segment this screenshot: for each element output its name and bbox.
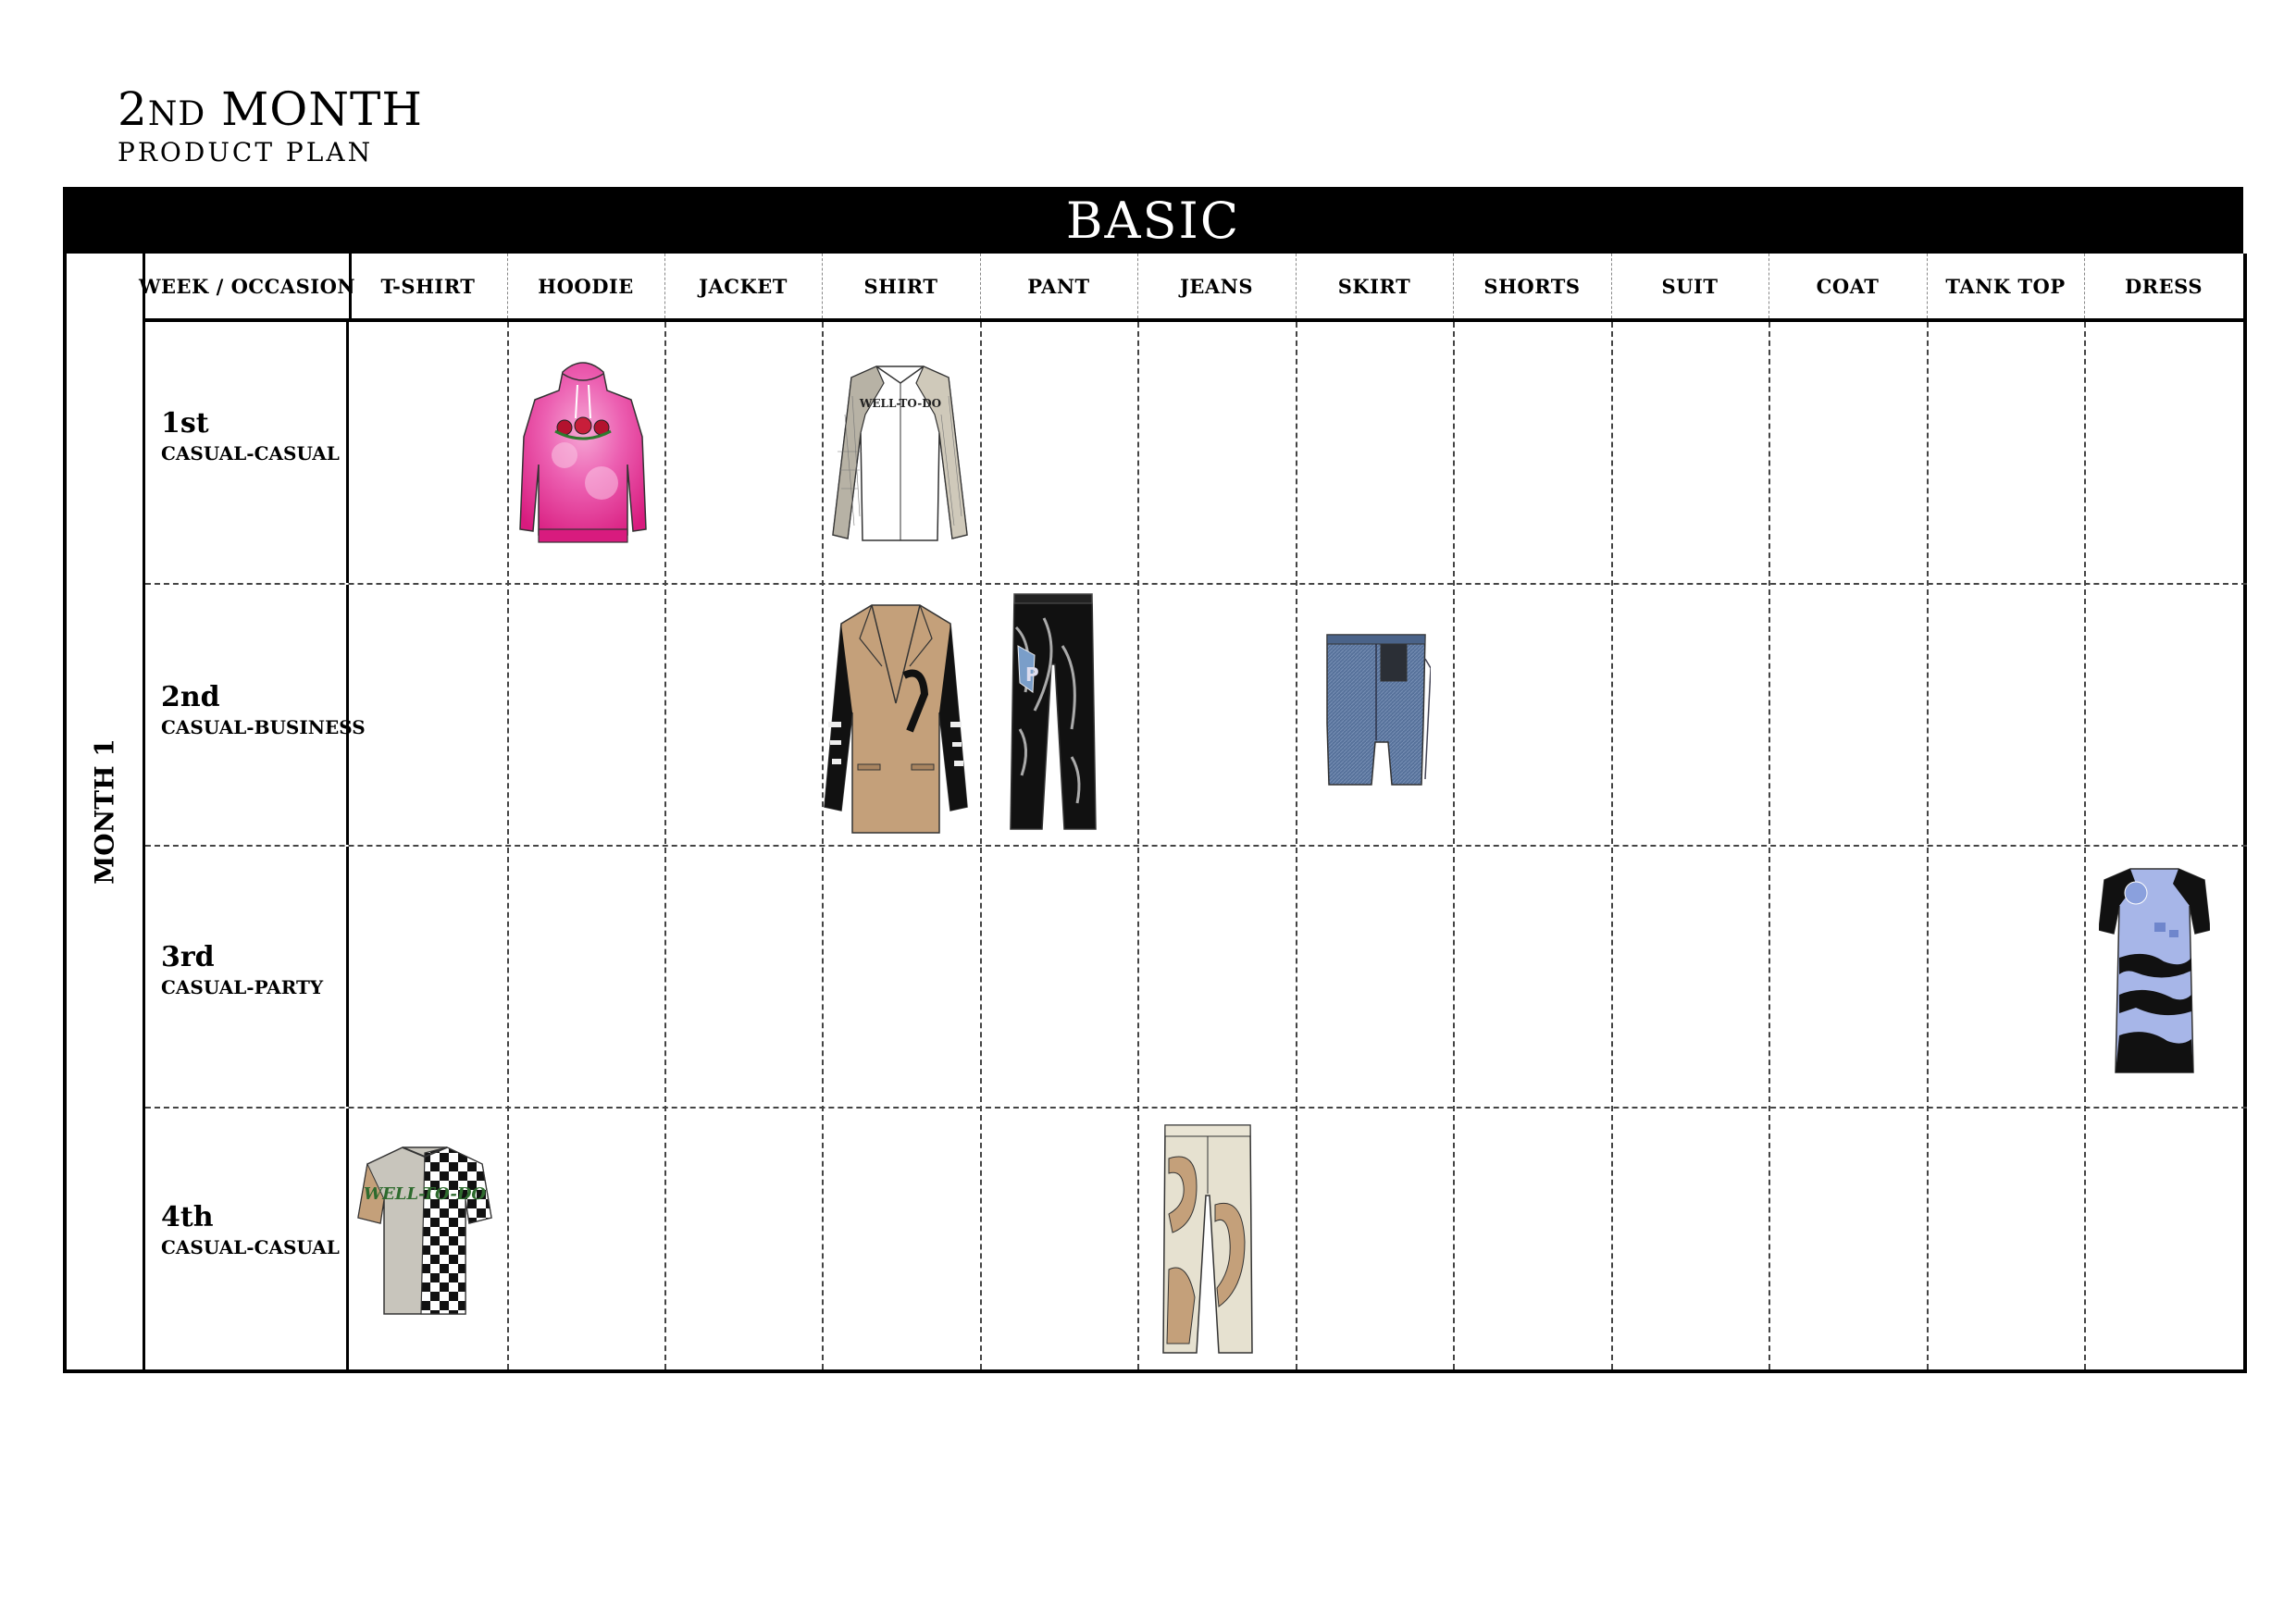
- header-tshirt: T-SHIRT: [380, 274, 476, 298]
- week-occasion: CASUAL-CASUAL: [161, 442, 340, 465]
- week-row: [145, 585, 2243, 845]
- week-cell: [145, 847, 349, 1107]
- title-ordinal: 2: [118, 82, 148, 136]
- week-number: 2nd: [161, 681, 220, 713]
- week-row: [145, 322, 2243, 583]
- black-pattern-pant-icon: [1007, 590, 1099, 835]
- denim-skirt-icon: [1322, 631, 1431, 790]
- tshirt-print-text: WELL-TO-DO: [363, 1184, 487, 1204]
- header-divider: [1296, 254, 1297, 318]
- week-cell: [145, 585, 366, 845]
- header-divider: [1137, 254, 1138, 318]
- svg-text:P: P: [1025, 663, 1039, 686]
- header-skirt: SKIRT: [1337, 274, 1411, 298]
- header-divider: [822, 254, 823, 318]
- week-cell: [145, 322, 349, 583]
- swirl-jeans-icon: [1160, 1121, 1256, 1357]
- header-divider: [1453, 254, 1454, 318]
- header-week-occasion: WEEK / OCCASION: [145, 254, 352, 318]
- pink-tie-dye-hoodie-icon: [518, 353, 648, 550]
- header-coat: COAT: [1816, 274, 1880, 298]
- week-cell: [145, 1109, 349, 1369]
- patchwork-shirt-icon: [828, 359, 972, 553]
- header-divider: [980, 254, 981, 318]
- week-number: 4th: [161, 1201, 214, 1233]
- header-suit: SUIT: [1661, 274, 1719, 298]
- header-shirt: SHIRT: [863, 274, 938, 298]
- page-subtitle: PRODUCT PLAN: [118, 137, 374, 167]
- header-row: [138, 254, 2243, 322]
- camel-blazer-shirt-icon: [821, 601, 971, 844]
- header-hoodie: HOODIE: [538, 274, 634, 298]
- header-divider: [664, 254, 665, 318]
- week-row: [145, 847, 2243, 1107]
- page-title: [118, 82, 423, 139]
- header-divider: [2084, 254, 2085, 318]
- title-main-word: MONTH: [221, 82, 423, 136]
- title-ordinal-suffix: ND: [147, 95, 206, 133]
- header-jacket: JACKET: [699, 274, 788, 298]
- month-column: [67, 254, 145, 1369]
- header-divider: [1927, 254, 1928, 318]
- banner-label: BASIC: [1065, 191, 1241, 250]
- header-pant: PANT: [1027, 274, 1090, 298]
- header-dress: DRESS: [2124, 274, 2203, 298]
- week-occasion: CASUAL-BUSINESS: [161, 716, 366, 738]
- week-number: 1st: [161, 407, 209, 440]
- month-label: MONTH 1: [89, 738, 120, 885]
- section-banner: [63, 187, 2243, 254]
- header-divider: [1611, 254, 1612, 318]
- header-tank-top: TANK TOP: [1945, 274, 2066, 298]
- header-shorts: SHORTS: [1483, 274, 1581, 298]
- week-number: 3rd: [161, 941, 215, 973]
- shirt-print-text: WELL-TO-DO: [859, 397, 942, 410]
- week-occasion: CASUAL-PARTY: [161, 976, 324, 998]
- page-title-block: [118, 82, 423, 167]
- week-occasion: CASUAL-CASUAL: [161, 1236, 340, 1258]
- checker-tshirt-icon: [356, 1144, 493, 1319]
- header-divider: [507, 254, 508, 318]
- header-jeans: JEANS: [1179, 274, 1254, 298]
- blue-print-dress-icon: [2099, 865, 2210, 1078]
